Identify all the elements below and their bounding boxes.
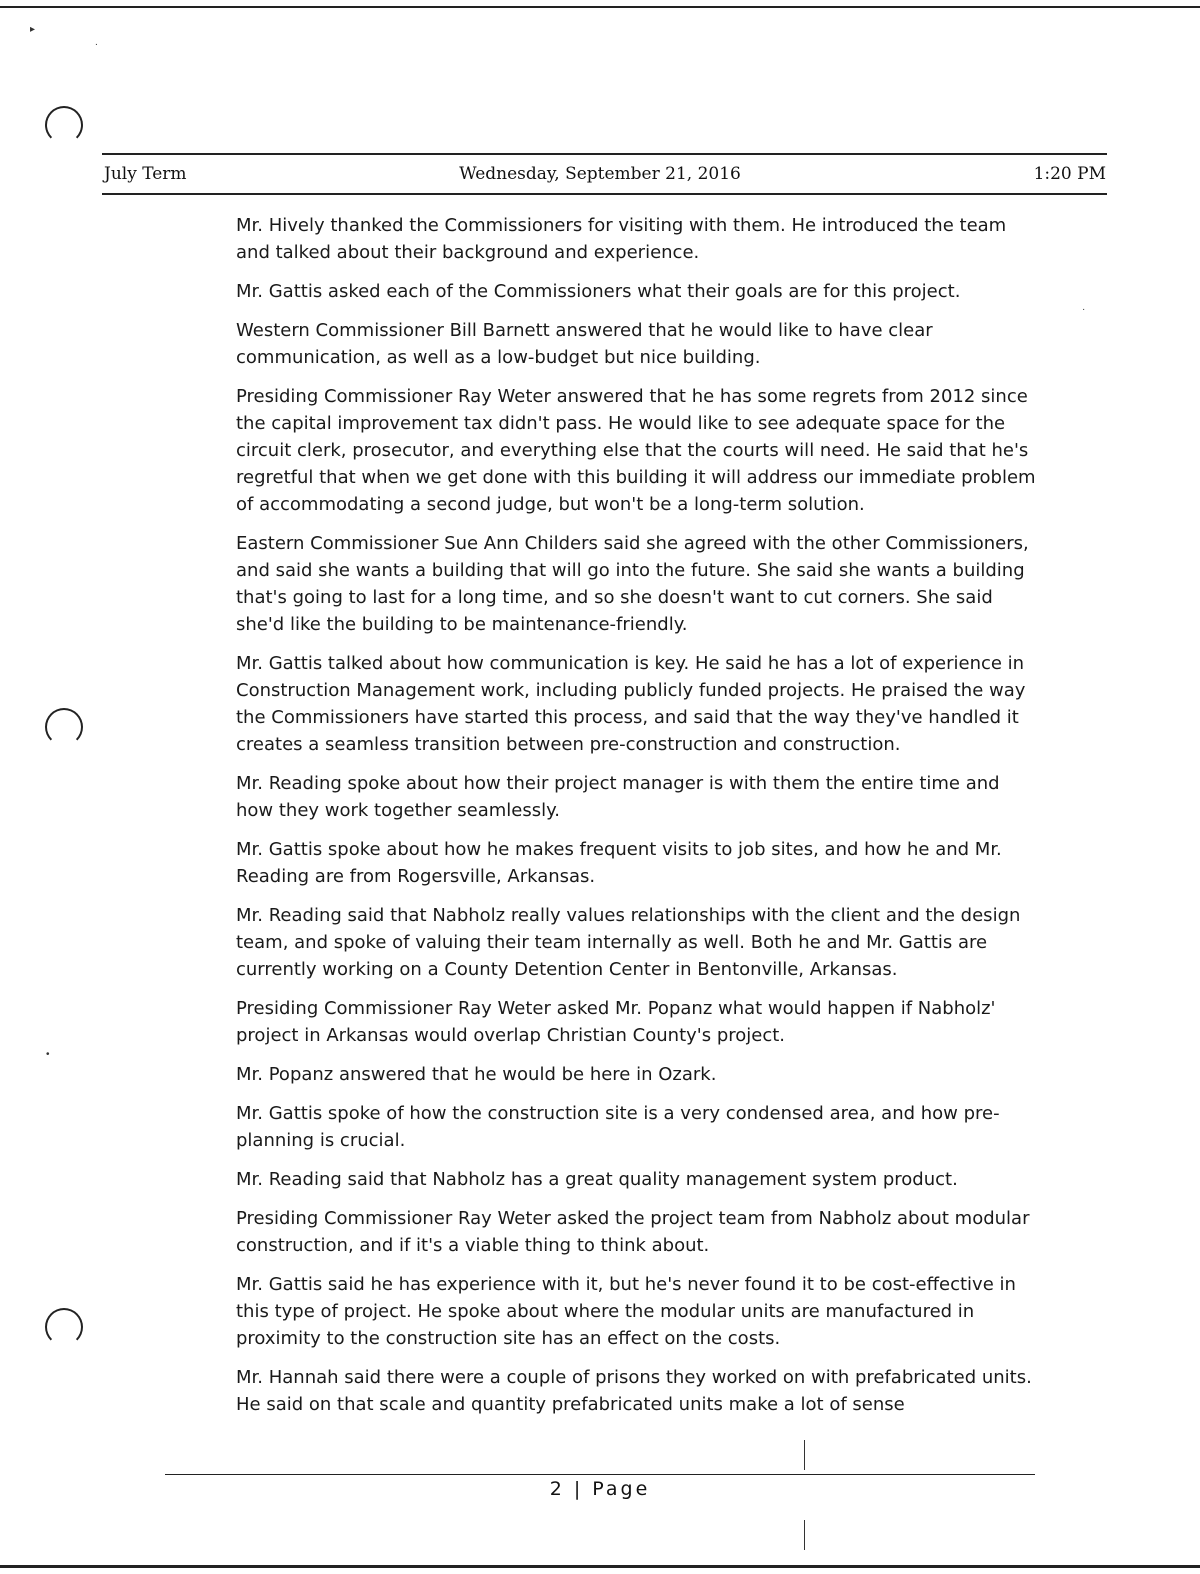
scan-edge-bottom: [0, 1565, 1200, 1568]
paragraph: Mr. Reading said that Nabholz has a great quality management system product.: [236, 1169, 958, 1190]
header-rule-top: [102, 153, 1107, 155]
scan-fold-mark: [804, 1440, 805, 1470]
paragraph: Mr. Hively thanked the Commissioners for visiting with them. He introduced the team and talked about their background and experience.: [236, 215, 1007, 263]
scan-fold-mark: [804, 1520, 805, 1550]
paragraph: Mr. Hannah said there were a couple of prisons they worked on with prefabricated units. He said on that scale and quantity prefabricated units make a lot of sense: [236, 1367, 1032, 1415]
scan-speck: •: [46, 1049, 50, 1060]
paragraph: Presiding Commissioner Ray Weter asked Mr. Popanz what would happen if Nabholz' project in Arkansas would overlap Christian County's project.: [236, 998, 996, 1046]
paragraph: Mr. Gattis talked about how communication is key. He said he has a lot of experience in Construction Management work, including publicly funded projects. He praised the way the Commissioners have started this process, and said that the way they've handled it creates a seamless transition between pre-construction and construction.: [236, 653, 1026, 755]
paragraph: Eastern Commissioner Sue Ann Childers said she agreed with the other Commissioners, and said she wants a building that will go into the future. She said she wants a building that's going to last for a long time, and so she doesn't want to cut corners. She said she'd like the building to be maintenance-friendly.: [236, 533, 1029, 635]
header-time: 1:20 PM: [1033, 164, 1106, 184]
paragraph: Mr. Gattis said he has experience with it, but he's never found it to be cost-effective in this type of project. He spoke about where the modular units are manufactured in proximity to the construction site has an effect on the costs.: [236, 1274, 1016, 1349]
paragraph: Mr. Gattis asked each of the Commissioners what their goals are for this project.: [236, 281, 961, 302]
paragraph: Western Commissioner Bill Barnett answered that he would like to have clear communication, as well as a low-budget but nice building.: [236, 320, 933, 368]
scan-speck: ▸: [30, 24, 36, 35]
punch-hole-middle: [45, 708, 83, 746]
paragraph: Mr. Reading spoke about how their project manager is with them the entire time and how they work together seamlessly.: [236, 773, 1000, 821]
page-number: 2 | Page: [549, 1478, 651, 1500]
scan-speck: ·: [1082, 304, 1086, 315]
punch-hole-top: [45, 106, 83, 144]
paragraph: Mr. Reading said that Nabholz really values relationships with the client and the design team, and spoke of valuing their team internally as well. Both he and Mr. Gattis are currently working on a County Detention Center in Bentonville, Arkansas.: [236, 905, 1021, 980]
punch-hole-bottom: [45, 1308, 83, 1346]
footer-rule: [165, 1474, 1035, 1475]
scan-speck: .: [95, 37, 98, 48]
scan-edge-top: [0, 6, 1200, 8]
minutes-body: [236, 212, 1041, 1430]
paragraph: Presiding Commissioner Ray Weter asked the project team from Nabholz about modular construction, and if it's a viable thing to think about.: [236, 1208, 1030, 1256]
header-rule-bottom: [102, 193, 1107, 195]
header-term: July Term: [104, 164, 187, 184]
paragraph: Mr. Gattis spoke of how the construction site is a very condensed area, and how pre-planning is crucial.: [236, 1103, 1000, 1151]
header-date: Wednesday, September 21, 2016: [459, 164, 741, 184]
paragraph: Presiding Commissioner Ray Weter answered that he has some regrets from 2012 since the capital improvement tax didn't pass. He would like to see adequate space for the circuit clerk, prosecutor, and everything else that the courts will need. He said that he's regretful that when we get done with this building it will address our immediate problem of accommodating a second judge, but won't be a long-term solution.: [236, 386, 1036, 515]
paragraph: Mr. Gattis spoke about how he makes frequent visits to job sites, and how he and Mr. Reading are from Rogersville, Arkansas.: [236, 839, 1002, 887]
paragraph: Mr. Popanz answered that he would be here in Ozark.: [236, 1064, 717, 1085]
